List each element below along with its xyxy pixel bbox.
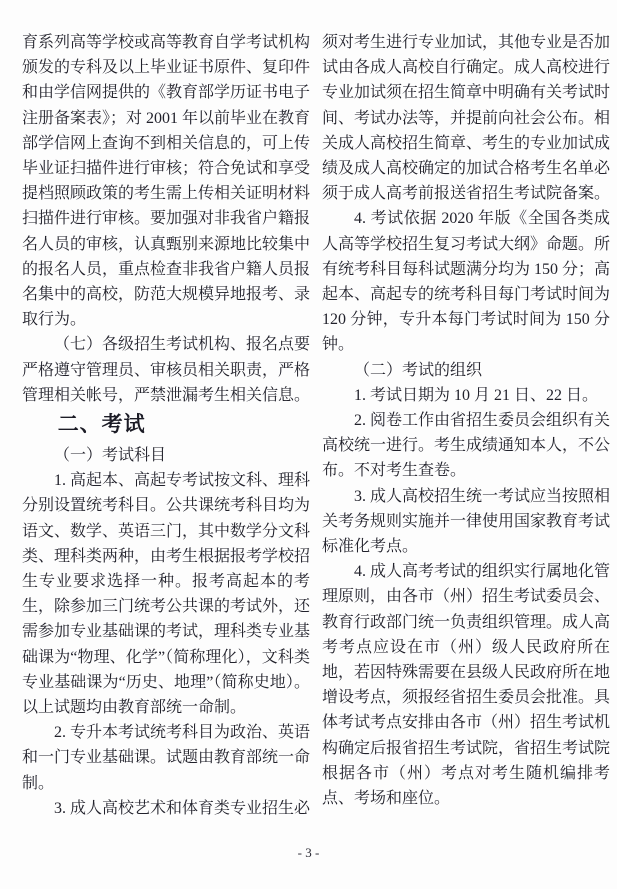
page-number: - 3 - xyxy=(297,845,320,860)
section-heading-exam: 二、考试 xyxy=(57,413,146,437)
paragraph-item-2: 2. 阅卷工作由省招生委员会组织有关高校统一进行。考生成绩通知本人，不公布。不对考生查卷。 xyxy=(322,412,611,480)
subsection-heading-exam-organization: （二）考试的组织 xyxy=(354,361,483,379)
paragraph-continuation: 育系列高等学校或高等教育自学考试机构颁发的专科及以上毕业证书原件、复印件和由学信网提供的《教育部学历证书电子注册备案表》；对 2001 年以前毕业在教育部学信网上查询不到相关信息的，可上传毕业证扫描件进行审核；符合免试和享受提档照顾政策的考生需上传相关证明材料扫描件进行审核。要加强对非我省户籍报名人员的审核，认真甄别来源地比较集中的报名人员，重点检查非我省户籍人员报名集中的高校，防范大规模异地报考、录取行为。 xyxy=(22,34,311,329)
paragraph-item-1: 1. 考试日期为 10 月 21 日、22 日。 xyxy=(354,386,599,404)
paragraph-item-4: 4. 成人高考考试的组织实行属地化管理原则，由各市（州）招生考试委员会、教育行政部门统一负责组织管理。成人高考考点应设在市（州）级人民政府所在地，若因特殊需要在县级人民政府所在地增设考点，须报经省招生委员会批准。具体考试考点安排由各市（州）招生考试机构确定后报省招生考试院，省招生考试院根据各市（州）考点对考生随机编排考点、考场和座位。 xyxy=(322,563,611,808)
paragraph-item-7: （七）各级招生考试机构、报名点要严格遵守管理员、审核员相关职责，严格管理相关帐号，严禁泄漏考生相关信息。 xyxy=(22,336,311,404)
paragraph-item-3: 3. 成人高校艺术和体育类专业招生必 xyxy=(54,799,311,817)
paragraph-item-3: 3. 成人高校招生统一考试应当按照相关考务规则实施并一律使用国家教育考试标准化考点。 xyxy=(322,487,611,556)
two-column-layout xyxy=(22,30,610,821)
paragraph-continuation: 须对考生进行专业加试，其他专业是否加试由各成人高校自行确定。成人高校进行专业加试须在招生简章中明确有关考试时间、考试办法等，并提前向社会公布。相关成人高校招生简章、考生的专业加试成绩及成人高校确定的加试合格考生名单必须于成人高考前报送省招生考试院备案。 xyxy=(322,34,611,203)
page-footer xyxy=(0,845,617,861)
paragraph-item-4: 4. 考试依据 2020 年版《全国各类成人高等学校招生复习考试大纲》命题。所有统考科目每科试题满分均为 150 分；高起本、高起专的统考科目每门考试时间为 120 分钟，专升本每门考试时间为 150 分钟。 xyxy=(322,210,611,354)
left-column xyxy=(22,30,310,821)
paragraph-item-2: 2. 专升本考试统考科目为政治、英语和一门专业基础课。试题由教育部统一命制。 xyxy=(22,724,311,792)
paragraph-item-1: 1. 高起本、高起专考试按文科、理科分别设置统考科目。公共课统考科目均为语文、数学、英语三门，其中数学分文科类、理科类两种，由考生根据报考学校招生专业要求选择一种。报考高起本的考生，除参加三门统考公共课的考试外，还需参加专业基础课的考试，理科类专业基础课为“物理、化学”（简称理化），文科类专业基础课为“历史、地理”（简称史地）。以上试题均由教育部统一命制。 xyxy=(22,472,311,717)
right-column xyxy=(322,30,610,821)
subsection-heading-exam-subjects: （一）考试科目 xyxy=(54,447,167,465)
